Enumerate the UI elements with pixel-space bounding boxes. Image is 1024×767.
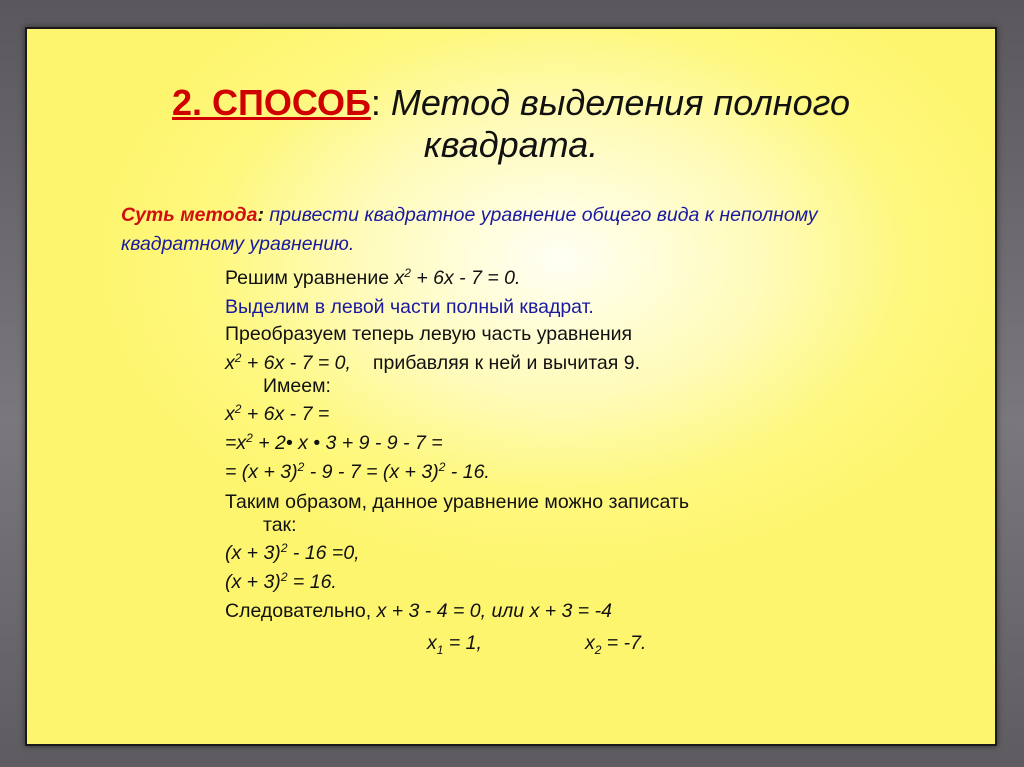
essence-text: привести квадратное уравнение общего вида к неполному квадратному уравнению. xyxy=(121,204,818,255)
root1-var: x xyxy=(427,632,437,654)
add-text: прибавляя к ней и вычитая 9. xyxy=(372,352,641,374)
expr1-exp: 2 xyxy=(234,402,242,416)
root2-index: 2 xyxy=(594,643,602,657)
expr1-b: + 6x - 7 = xyxy=(241,403,330,425)
line-expr-1 xyxy=(225,401,329,427)
solve-var: x xyxy=(394,267,405,289)
expr2-b: + 2• x • 3 + 9 - 9 - 7 = xyxy=(252,432,443,454)
line-transform: Преобразуем теперь левую часть уравнения xyxy=(225,323,633,345)
expr5-exp: 2 xyxy=(280,570,288,584)
therefore-math: x + 3 - 4 = 0, или x + 3 = -4 xyxy=(376,600,612,622)
expr3-b: - 9 - 7 = (x + 3) xyxy=(304,461,439,483)
add-exp: 2 xyxy=(234,351,242,365)
line-thus-cont: так: xyxy=(263,514,297,536)
add-var: x xyxy=(225,352,235,374)
line-we-have: Имеем: xyxy=(263,375,331,397)
solve-exp: 2 xyxy=(404,266,411,280)
line-therefore xyxy=(225,598,612,624)
method-essence xyxy=(121,201,921,259)
root1-index: 1 xyxy=(436,643,444,657)
expr5-a: (x + 3) xyxy=(225,571,281,593)
line-thus: Таким образом, данное уравнение можно записать xyxy=(225,491,690,513)
expr5-b: = 16. xyxy=(287,571,337,593)
essence-colon: : xyxy=(257,204,264,226)
solve-rest: + 6x - 7 = 0. xyxy=(410,267,521,289)
line-expr-2 xyxy=(225,430,443,456)
solve-text: Решим уравнение xyxy=(225,267,395,289)
root1-value: = 1, xyxy=(443,632,482,654)
expr4-b: - 16 =0, xyxy=(287,542,360,564)
expr2-exp: 2 xyxy=(246,431,253,445)
slide xyxy=(25,27,997,746)
root2-value: = -7. xyxy=(601,632,647,654)
line-solve-equation xyxy=(225,265,520,291)
slide-title xyxy=(27,81,995,125)
title-colon: : xyxy=(370,82,381,123)
expr3-exp2: 2 xyxy=(438,460,446,474)
line-expr-5 xyxy=(225,569,337,595)
line-roots xyxy=(427,630,646,656)
expr3-c: - 16. xyxy=(445,461,490,483)
expr1-a: x xyxy=(225,403,235,425)
therefore-text: Следовательно, xyxy=(225,600,377,622)
line-isolate-square: Выделим в левой части полный квадрат. xyxy=(225,296,594,318)
add-equation: + 6x - 7 = 0, xyxy=(241,352,351,374)
title-line-2: квадрата. xyxy=(423,124,599,165)
expr4-a: (x + 3) xyxy=(225,542,281,564)
root2-var: x xyxy=(584,632,595,654)
expr3-a: = (x + 3) xyxy=(225,461,298,483)
essence-label: Суть метода xyxy=(121,204,258,226)
line-expr-3 xyxy=(225,459,490,485)
expr2-a: =x xyxy=(225,432,247,454)
title-method-name: Метод выделения полного xyxy=(380,82,850,123)
expr3-exp1: 2 xyxy=(297,460,305,474)
line-expr-4 xyxy=(225,540,360,566)
expr4-exp: 2 xyxy=(280,541,288,555)
title-method-number: 2. СПОСОБ xyxy=(172,82,371,123)
